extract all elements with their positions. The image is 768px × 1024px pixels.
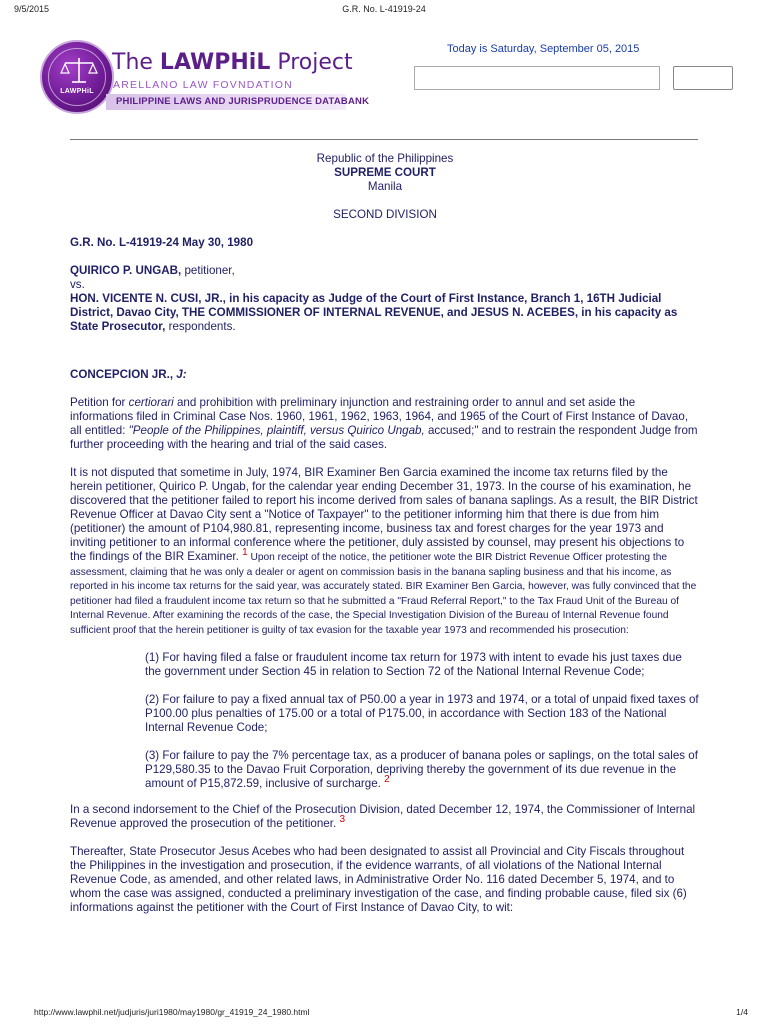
databank-banner: PHILIPPINE LAWS AND JURISPRUDENCE DATABANK: [106, 94, 346, 110]
page-number: 1/4: [736, 1007, 748, 1017]
site-logo[interactable]: [40, 36, 370, 120]
today-date: Today is Saturday, September 05, 2015: [447, 43, 640, 55]
case-number: G.R. No. L-41919-24 May 30, 1980: [70, 236, 254, 249]
footnote-link-3[interactable]: 3: [339, 814, 345, 825]
seal-text: LAWPHiL: [60, 88, 94, 95]
header-divider: [70, 139, 698, 140]
paragraph-3: In a second indorsement to the Chief of the Prosecution Division, dated December 12, 1974, the Commissioner of Internal Revenue approved the prosecution of the petitioner. 3: [70, 803, 696, 830]
charge-item-3: (3) For failure to pay the 7% percentage tax, as a producer of banana poles or saplings, on the total sales of P129,580.35 to the Davao Fruit Corporation, depriving thereby the government of its due revenue in the amount of P15,872.59, inclusive of surcharge. 2: [145, 749, 698, 790]
print-header: [14, 4, 754, 18]
court-city: Manila: [367, 180, 403, 193]
division: SECOND DIVISION: [333, 208, 437, 221]
search-input[interactable]: [414, 66, 660, 90]
page-url: http://www.lawphil.net/judjuris/juri1980/may1980/gr_41919_24_1980.html: [34, 1007, 310, 1017]
petitioner-line: QUIRICO P. UNGAB, petitioner,: [70, 264, 235, 277]
respondents: HON. VICENTE N. CUSI, JR., in his capacity as Judge of the Court of First Instance, Branch 1, 16TH Judicial District, Davao City, THE COMMISSIONER OF INTERNAL REVENUE, and JESUS N. ACEBES, in his capacity as State Prosecutor, respondents.: [70, 292, 678, 333]
court-heading: [70, 152, 700, 222]
decision-document: [70, 152, 700, 915]
ponente: CONCEPCION JR., J:: [70, 368, 187, 381]
scales-of-justice-icon: [59, 56, 99, 86]
brand-title: The LAWPHiL Project: [112, 50, 353, 75]
republic-line: Republic of the Philippines: [316, 152, 454, 165]
foundation-name: ARELLANO LAW FOVNDATION: [113, 79, 293, 91]
footnote-link-1[interactable]: 1: [242, 547, 248, 558]
print-title: G.R. No. L-41919-24: [342, 4, 426, 14]
paragraph-2: It is not disputed that sometime in July, 1974, BIR Examiner Ben Garcia examined the income tax returns filed by the herein petitioner, Quirico P. Ungab, for the calendar year ending December 31, 1973. In the course of his examination, he discovered that the petitioner failed to report his income derived from sales of banana saplings. As a result, the BIR District Revenue Officer at Davao City sent a "Notice of Taxpayer" to the petitioner informing him that there is due from him (petitioner) the amount of P104,980.81, representing income, business tax and forest charges for the year 1973 and inviting petitioner to an informal conference where the petitioner, duly assisted by counsel, may present his objections to the findings of the BIR Examiner. 1 Upon receipt of the notice, the petitioner wote the BIR District Revenue Officer protesting the assessment, claiming that he was only a dealer or agent on commission basis in the banana sapling business and that his income, as reported in his income tax returns for the said year, was accurately stated. BIR Examiner Ben Garcia, however, was fully convinced that the petitioner had filed a fraudulent income tax return so that he submitted a "Fraud Referral Report," to the Tax Fraud Unit of the Bureau of Internal Revenue. After examining the records of the case, the Special Investigation Division of the Bureau of Internal Revenue found sufficient proof that the herein petitioner is guilty of tax evasion for the taxable year 1973 and recommended his prosecution:: [70, 466, 698, 636]
charge-item-1: (1) For having filed a false or fraudulent income tax return for 1973 with intent to evade his just taxes due the government under Section 45 in relation to Section 72 of the National Internal Revenue Code;: [145, 651, 682, 678]
paragraph-1: Petition for certiorari and prohibition with preliminary injunction and restraining order to annul and set aside the informations filed in Criminal Case Nos. 1960, 1961, 1962, 1963, 1964, and 1965 of the Court of First Instance of Davao, all entitled: "People of the Philippines, plaintiff, versus Quirico Ungab, accused;" and to restrain the respondent Judge from further proceeding with the hearing and trial of the said cases.: [70, 396, 698, 451]
footnote-link-2[interactable]: 2: [384, 774, 390, 785]
charge-item-2: (2) For failure to pay a fixed annual tax of P50.00 a year in 1973 and 1974, or a total of unpaid fixed taxes of P100.00 plus penalties of 175.00 or a total of P175.00, in accordance with Section 183 of the National Internal Revenue Code;: [145, 693, 699, 734]
print-date: 9/5/2015: [14, 4, 50, 14]
court-name: SUPREME COURT: [334, 166, 436, 179]
search-button[interactable]: [673, 66, 733, 90]
paragraph-4: Thereafter, State Prosecutor Jesus Acebes who had been designated to assist all Provincial and City Fiscals throughout the Philippines in the investigation and prosecution, if the evidence warrants, of all violations of the National Internal Revenue Code, as amended, and other related laws, in Administrative Order No. 116 dated December 5, 1974, and to whom the case was assigned, conducted a preliminary investigation of the case, and finding probable cause, filed six (6) informations against the petitioner with the Court of First Instance of Davao City, to wit:: [70, 845, 687, 914]
print-footer: [34, 1007, 748, 1021]
foundation-seal-icon: [40, 40, 114, 114]
versus: vs.: [70, 278, 85, 291]
